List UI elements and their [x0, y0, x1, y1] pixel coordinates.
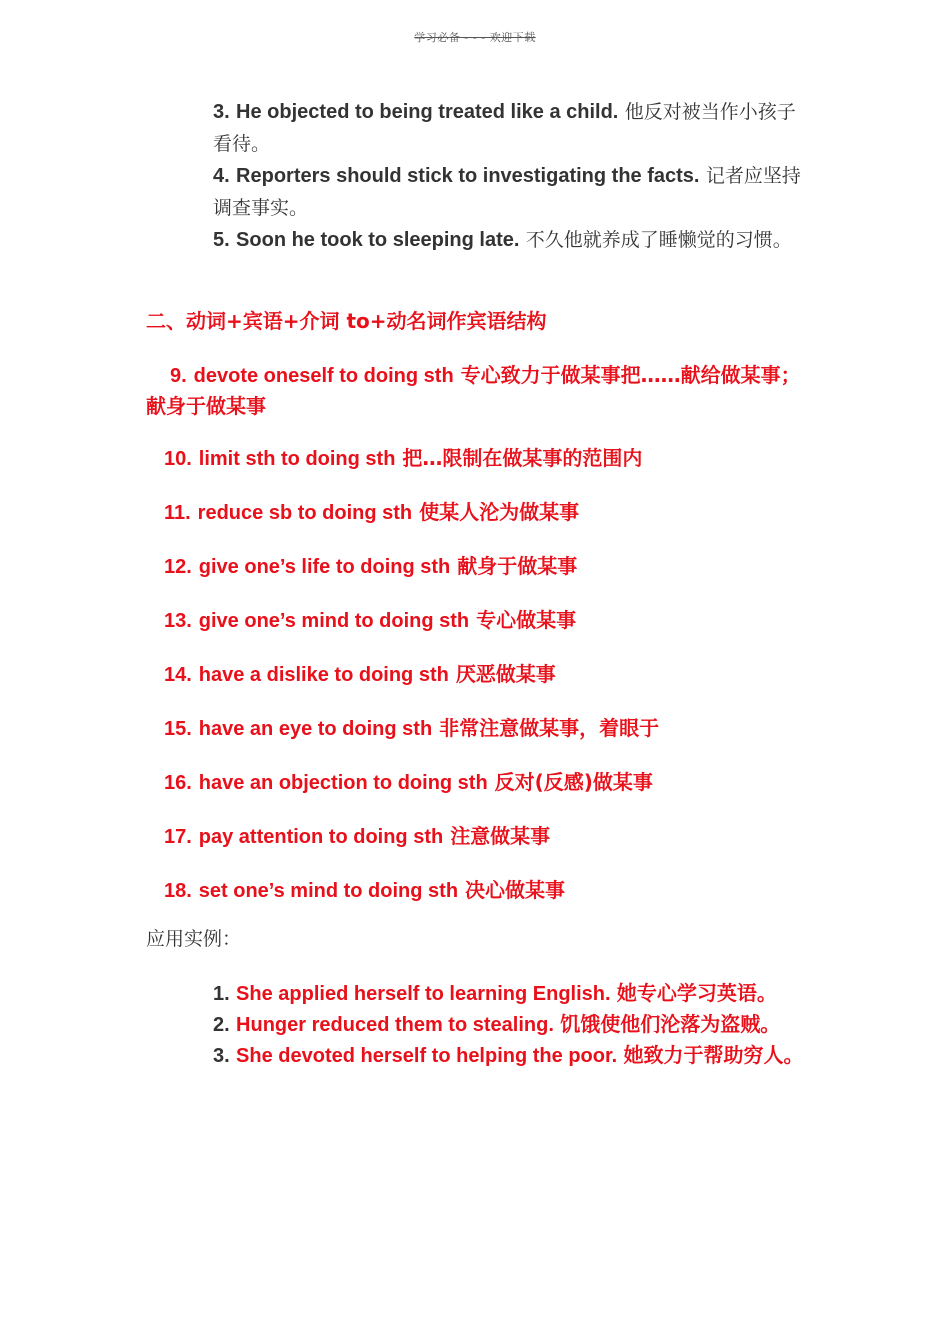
example-sentence [213, 1009, 813, 1040]
section-heading: 二、动词+宾语+介词 to+动名词作宾语结构 [146, 309, 547, 333]
example-number: 3. [213, 101, 230, 123]
phrase-number: 15. [164, 718, 192, 740]
example-sentence [213, 160, 813, 224]
phrase-item [164, 712, 659, 741]
phrase-chinese: 决心做某事 [465, 878, 566, 902]
phrase-chinese: 反对(反感)做某事 [494, 770, 653, 794]
phrase-item [146, 360, 816, 421]
phrase-english: give one’s life to doing sth [198, 556, 451, 578]
phrase-item [164, 604, 576, 633]
example-number: 5. [213, 229, 230, 251]
example-english: Reporters should stick to investigating the facts. [236, 165, 700, 187]
phrase-number: 10. [164, 448, 192, 470]
phrase-number: 12. [164, 556, 192, 578]
example-chinese: 她专心学习英语。 [616, 981, 777, 1005]
phrase-english: devote oneself to doing sth [193, 365, 454, 387]
phrase-number: 13. [164, 610, 192, 632]
example-chinese: 记者应坚持调查事实。 [213, 165, 801, 219]
phrase-english: have a dislike to doing sth [198, 664, 449, 686]
phrase-english: have an objection to doing sth [198, 772, 488, 794]
phrase-number: 14. [164, 664, 192, 686]
phrase-number: 9. [170, 365, 187, 387]
phrase-english: pay attention to doing sth [198, 826, 444, 848]
phrase-item [164, 874, 565, 903]
example-chinese: 她致力于帮助穷人。 [623, 1043, 804, 1067]
phrase-english: set one’s mind to doing sth [198, 880, 459, 902]
phrase-item [164, 766, 653, 795]
application-examples [213, 978, 813, 1071]
top-examples [213, 96, 813, 256]
phrase-number: 16. [164, 772, 192, 794]
example-number: 3. [213, 1045, 230, 1067]
examples-label: 应用实例： [146, 928, 242, 950]
phrase-english: limit sth to doing sth [198, 448, 396, 470]
example-number: 2. [213, 1014, 230, 1036]
phrase-chinese: 专心致力于做某事把……献给做某事；献身于做某事 [146, 363, 801, 418]
example-english: Hunger reduced them to stealing. [236, 1014, 554, 1036]
example-english: He objected to being treated like a child. [236, 101, 619, 123]
phrase-chinese: 使某人沦为做某事 [419, 500, 580, 524]
example-chinese: 饥饿使他们沦落为盗贼。 [560, 1012, 781, 1036]
phrase-item [164, 550, 577, 579]
example-english: She devoted herself to helping the poor. [236, 1045, 618, 1067]
example-sentence [213, 1040, 813, 1071]
phrase-item [164, 820, 550, 849]
example-number: 1. [213, 983, 230, 1005]
page-header: 学习必备 - - - 欢迎下载 [414, 31, 536, 44]
example-sentence [213, 224, 813, 256]
phrase-chinese: 厌恶做某事 [455, 662, 556, 686]
phrase-english: have an eye to doing sth [198, 718, 433, 740]
example-sentence [213, 96, 813, 160]
phrase-chinese: 非常注意做某事，着眼于 [439, 716, 660, 740]
example-english: She applied herself to learning English. [236, 983, 611, 1005]
phrase-chinese: 献身于做某事 [457, 554, 578, 578]
phrase-item [164, 658, 556, 687]
example-number: 4. [213, 165, 230, 187]
phrase-number: 18. [164, 880, 192, 902]
example-sentence [213, 978, 813, 1009]
phrase-english: give one’s mind to doing sth [198, 610, 470, 632]
phrase-chinese: 注意做某事 [450, 824, 551, 848]
phrase-chinese: 专心做某事 [476, 608, 577, 632]
phrase-item [164, 442, 642, 471]
phrase-number: 11. [164, 502, 191, 524]
phrase-english: reduce sb to doing sth [197, 502, 413, 524]
phrase-number: 17. [164, 826, 192, 848]
example-chinese: 不久他就养成了睡懒觉的习惯。 [525, 229, 792, 251]
example-chinese: 他反对被当作小孩子看待。 [213, 101, 796, 155]
phrase-item [164, 496, 579, 525]
example-english: Soon he took to sleeping late. [236, 229, 520, 251]
phrase-chinese: 把…限制在做某事的范围内 [402, 446, 643, 470]
